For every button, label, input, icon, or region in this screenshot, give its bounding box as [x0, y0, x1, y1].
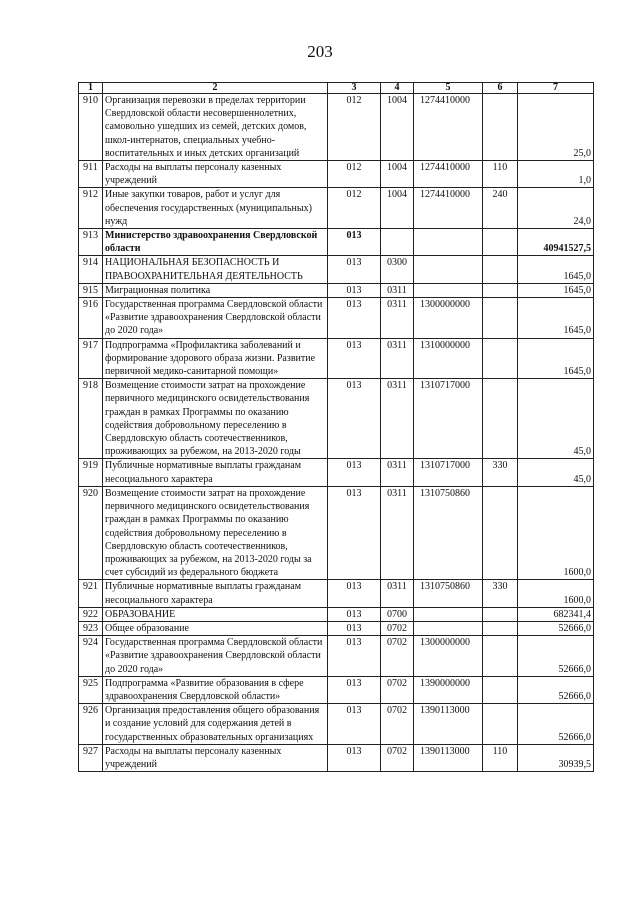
row-code-4: 0700 [381, 607, 414, 621]
row-code-6 [483, 338, 518, 379]
row-code-5: 1274410000 [414, 188, 483, 229]
row-number: 927 [79, 744, 103, 771]
row-code-4: 0311 [381, 283, 414, 297]
row-code-5: 1390113000 [414, 704, 483, 745]
row-name: ОБРАЗОВАНИЕ [103, 607, 328, 621]
row-amount: 52666,0 [518, 621, 594, 635]
row-code-3: 013 [328, 379, 381, 459]
row-name: Возмещение стоимости затрат на прохождение первичного медицинского освидетельствования граждан в рамках Программы по оказанию содействия добровольному переселению в Свердловскую область соотечественников, проживающих за рубежом, на 2013-2020 годы [103, 379, 328, 459]
row-code-5: 1274410000 [414, 161, 483, 188]
table-row [79, 459, 594, 486]
row-code-3: 013 [328, 229, 381, 256]
row-code-4: 0702 [381, 744, 414, 771]
row-code-3: 012 [328, 94, 381, 161]
row-amount: 682341,4 [518, 607, 594, 621]
row-code-4: 0311 [381, 486, 414, 579]
row-code-4: 0311 [381, 459, 414, 486]
row-code-3: 013 [328, 459, 381, 486]
header-col-4: 4 [381, 83, 414, 94]
row-code-4: 1004 [381, 94, 414, 161]
row-code-3: 013 [328, 338, 381, 379]
row-number: 916 [79, 298, 103, 339]
row-amount: 1600,0 [518, 486, 594, 579]
row-code-4: 1004 [381, 188, 414, 229]
row-name: НАЦИОНАЛЬНАЯ БЕЗОПАСНОСТЬ И ПРАВООХРАНИТЕЛЬНАЯ ДЕЯТЕЛЬНОСТЬ [103, 256, 328, 283]
row-code-5: 1310717000 [414, 379, 483, 459]
row-code-6 [483, 486, 518, 579]
row-amount: 24,0 [518, 188, 594, 229]
row-code-6 [483, 298, 518, 339]
table-row [79, 338, 594, 379]
table-row [79, 283, 594, 297]
row-name: Публичные нормативные выплаты гражданам несоциального характера [103, 580, 328, 607]
row-code-5: 1310000000 [414, 338, 483, 379]
table-row [79, 580, 594, 607]
table-body [79, 94, 594, 772]
row-number: 923 [79, 621, 103, 635]
row-code-3: 013 [328, 744, 381, 771]
row-code-6: 110 [483, 161, 518, 188]
header-col-5: 5 [414, 83, 483, 94]
row-code-3: 013 [328, 607, 381, 621]
budget-table [78, 82, 594, 772]
row-code-3: 013 [328, 256, 381, 283]
table-row [79, 744, 594, 771]
row-number: 912 [79, 188, 103, 229]
row-name: Государственная программа Свердловской области «Развитие здравоохранения Свердловской области до 2020 года» [103, 636, 328, 677]
row-name: Организация предоставления общего образования и создание условий для содержания детей в государственных образовательных организациях [103, 704, 328, 745]
row-code-6: 330 [483, 580, 518, 607]
row-name: Миграционная политика [103, 283, 328, 297]
table-row [79, 704, 594, 745]
row-name: Министерство здравоохранения Свердловской области [103, 229, 328, 256]
row-amount: 1645,0 [518, 298, 594, 339]
table-row [79, 636, 594, 677]
row-number: 920 [79, 486, 103, 579]
table-row [79, 621, 594, 635]
row-code-3: 013 [328, 636, 381, 677]
row-number: 911 [79, 161, 103, 188]
row-code-6 [483, 607, 518, 621]
row-number: 924 [79, 636, 103, 677]
row-number: 926 [79, 704, 103, 745]
row-amount: 30939,5 [518, 744, 594, 771]
row-code-6 [483, 94, 518, 161]
row-code-3: 013 [328, 298, 381, 339]
table-row [79, 298, 594, 339]
row-number: 921 [79, 580, 103, 607]
row-code-6 [483, 256, 518, 283]
table-row [79, 607, 594, 621]
row-name: Публичные нормативные выплаты гражданам несоциального характера [103, 459, 328, 486]
header-col-6: 6 [483, 83, 518, 94]
row-code-3: 013 [328, 621, 381, 635]
row-name: Подпрограмма «Развитие образования в сфере здравоохранения Свердловской области» [103, 676, 328, 703]
row-code-6 [483, 621, 518, 635]
row-code-4: 0300 [381, 256, 414, 283]
row-code-5: 1274410000 [414, 94, 483, 161]
row-code-6 [483, 283, 518, 297]
row-name: Организация перевозки в пределах территории Свердловской области несовершеннолетних, самовольно ушедших из семей, детских домов, школ-интернатов, специальных учебно-воспитательных и иных детских организаций [103, 94, 328, 161]
row-amount: 52666,0 [518, 704, 594, 745]
row-number: 910 [79, 94, 103, 161]
row-code-4: 0311 [381, 338, 414, 379]
row-code-3: 013 [328, 676, 381, 703]
row-code-6: 240 [483, 188, 518, 229]
row-code-5: 1300000000 [414, 636, 483, 677]
header-col-7: 7 [518, 83, 594, 94]
table-row [79, 379, 594, 459]
row-name: Расходы на выплаты персоналу казенных учреждений [103, 161, 328, 188]
row-code-3: 013 [328, 704, 381, 745]
row-name: Иные закупки товаров, работ и услуг для обеспечения государственных (муниципальных) нужд [103, 188, 328, 229]
row-number: 914 [79, 256, 103, 283]
row-code-5 [414, 283, 483, 297]
header-col-3: 3 [328, 83, 381, 94]
row-code-6: 330 [483, 459, 518, 486]
row-code-4 [381, 229, 414, 256]
row-number: 918 [79, 379, 103, 459]
row-code-4: 1004 [381, 161, 414, 188]
row-code-4: 0702 [381, 676, 414, 703]
row-code-6 [483, 704, 518, 745]
row-code-6 [483, 636, 518, 677]
table-row [79, 676, 594, 703]
row-amount: 25,0 [518, 94, 594, 161]
row-name: Государственная программа Свердловской области «Развитие здравоохранения Свердловской области до 2020 года» [103, 298, 328, 339]
row-name: Общее образование [103, 621, 328, 635]
row-code-5: 1390000000 [414, 676, 483, 703]
row-code-3: 012 [328, 161, 381, 188]
row-name: Возмещение стоимости затрат на прохождение первичного медицинского освидетельствования граждан в рамках Программы по оказанию содействия добровольному переселению в Свердловскую область соотечественников, проживающих за рубежом, на 2013-2020 годы за счет субсидий из федерального бюджета [103, 486, 328, 579]
row-amount: 45,0 [518, 459, 594, 486]
row-code-4: 0311 [381, 379, 414, 459]
row-number: 925 [79, 676, 103, 703]
row-number: 915 [79, 283, 103, 297]
table-row [79, 94, 594, 161]
table-row [79, 256, 594, 283]
row-number: 913 [79, 229, 103, 256]
row-amount: 1645,0 [518, 256, 594, 283]
row-amount: 40941527,5 [518, 229, 594, 256]
row-name: Подпрограмма «Профилактика заболеваний и формирование здорового образа жизни. Развитие первичной медико-санитарной помощи» [103, 338, 328, 379]
row-name: Расходы на выплаты персоналу казенных учреждений [103, 744, 328, 771]
row-code-5: 1310717000 [414, 459, 483, 486]
row-code-5: 1300000000 [414, 298, 483, 339]
row-amount: 1645,0 [518, 283, 594, 297]
row-code-4: 0702 [381, 636, 414, 677]
row-code-6: 110 [483, 744, 518, 771]
row-amount: 1,0 [518, 161, 594, 188]
row-code-5 [414, 256, 483, 283]
row-code-3: 013 [328, 283, 381, 297]
row-code-5 [414, 607, 483, 621]
row-code-3: 012 [328, 188, 381, 229]
row-code-5: 1310750860 [414, 580, 483, 607]
row-code-6 [483, 379, 518, 459]
row-number: 922 [79, 607, 103, 621]
row-number: 917 [79, 338, 103, 379]
row-code-5: 1390113000 [414, 744, 483, 771]
row-code-4: 0702 [381, 704, 414, 745]
header-row [79, 83, 594, 94]
row-amount: 52666,0 [518, 676, 594, 703]
row-code-5: 1310750860 [414, 486, 483, 579]
row-amount: 52666,0 [518, 636, 594, 677]
table-row [79, 188, 594, 229]
header-col-1: 1 [79, 83, 103, 94]
row-code-5 [414, 621, 483, 635]
row-amount: 45,0 [518, 379, 594, 459]
row-code-3: 013 [328, 580, 381, 607]
row-amount: 1645,0 [518, 338, 594, 379]
row-code-4: 0311 [381, 580, 414, 607]
page-number: 203 [307, 42, 333, 61]
header-col-2: 2 [103, 83, 328, 94]
row-number: 919 [79, 459, 103, 486]
row-code-6 [483, 229, 518, 256]
row-code-5 [414, 229, 483, 256]
table-row [79, 161, 594, 188]
row-code-6 [483, 676, 518, 703]
row-amount: 1600,0 [518, 580, 594, 607]
table-row [79, 486, 594, 579]
table-row [79, 229, 594, 256]
row-code-4: 0311 [381, 298, 414, 339]
row-code-3: 013 [328, 486, 381, 579]
row-code-4: 0702 [381, 621, 414, 635]
